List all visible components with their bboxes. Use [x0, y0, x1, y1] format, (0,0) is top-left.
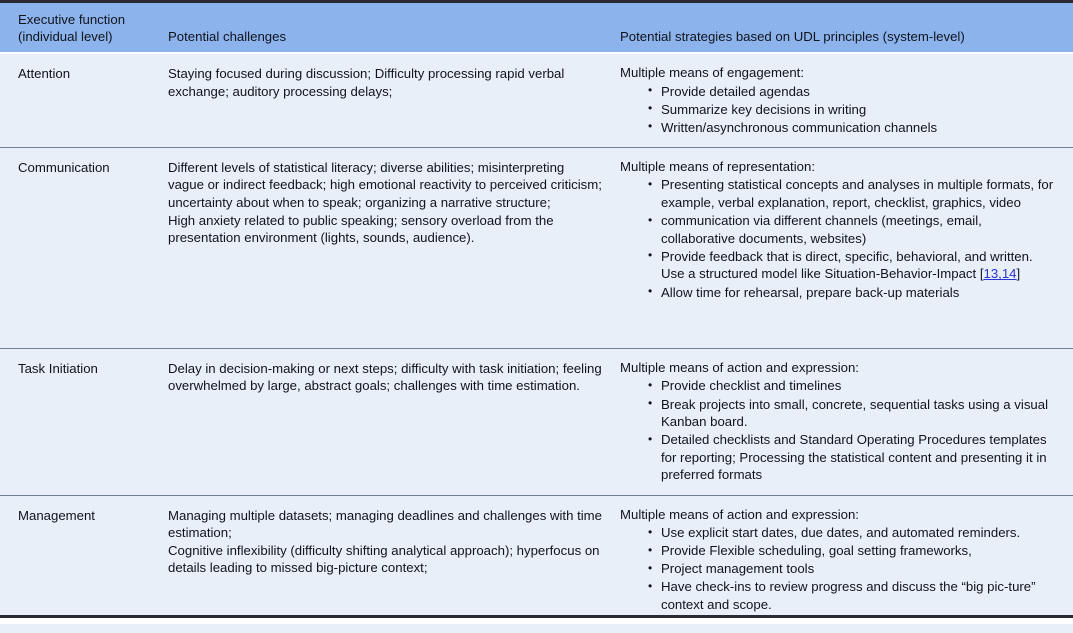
list-item: • Break projects into small, concrete, sequential tasks using a visual Kanban board.	[648, 396, 1059, 431]
row-challenges-text	[168, 496, 602, 587]
header-label-potential-strategies: Potential strategies based on UDL principles (system-level)	[620, 29, 965, 44]
row-function-label: Attention	[18, 66, 71, 81]
table-row	[0, 348, 1073, 495]
strategies-lead: Multiple means of engagement:	[620, 65, 805, 80]
list-item: • Project management tools	[648, 560, 1059, 578]
table-row	[0, 147, 1073, 348]
row-function-cell	[0, 496, 168, 535]
challenge-paragraph: Managing multiple datasets; managing deadlines and challenges with time estimation;	[168, 507, 602, 541]
page-margin	[0, 618, 1073, 624]
row-function-cell	[0, 148, 168, 187]
row-strategies-text	[620, 54, 1059, 147]
list-item: • Provide checklist and timelines	[648, 377, 1059, 395]
strategies-bullet-list	[620, 176, 1059, 301]
list-item: • Summarize key decisions in writing	[648, 101, 1059, 119]
row-challenges-text	[168, 54, 602, 110]
list-item: • Presenting statistical concepts and analyses in multiple formats, for example, verbal explanation, report, checklist, graphics, video	[648, 176, 1059, 211]
list-item: • Have check-ins to review progress and discuss the “big pic-ture” context and scope.	[648, 578, 1059, 613]
header-cell-potential-challenges	[168, 11, 620, 45]
header-cell-potential-strategies	[620, 11, 1073, 45]
row-function-cell	[0, 349, 168, 388]
list-item: • Allow time for rehearsal, prepare back-up materials	[648, 284, 1059, 302]
table-row	[0, 495, 1073, 633]
challenge-paragraph: Delay in decision-making or next steps; difficulty with task initiation; feeling overwhelmed by large, abstract goals; challenges with time estimation.	[168, 360, 602, 394]
row-challenges-text	[168, 349, 602, 405]
row-strategies-cell	[620, 349, 1073, 495]
row-strategies-cell	[620, 496, 1073, 625]
table-header-row	[0, 3, 1073, 54]
header-label-potential-challenges: Potential challenges	[168, 29, 287, 44]
row-challenges-cell	[168, 148, 620, 257]
row-challenges-text	[168, 148, 602, 257]
strategies-lead: Multiple means of action and expression:	[620, 359, 859, 375]
row-function-label: Task Initiation	[18, 360, 98, 376]
challenge-paragraph: Cognitive inflexibility (difficulty shifting analytical approach); hyperfocus on details leading to missed big-picture context;	[168, 542, 600, 576]
strategies-bullet-list	[620, 377, 1059, 484]
header-label-executive-function-line1: Executive function	[18, 12, 126, 27]
header-cell-executive-function	[0, 11, 168, 45]
row-function-label: Communication	[18, 159, 110, 175]
row-function-label: Management	[18, 507, 95, 523]
row-strategies-cell	[620, 54, 1073, 147]
strategies-lead: Multiple means of action and expression:	[620, 506, 859, 522]
strategies-bullet-list	[620, 83, 1059, 137]
row-function-cell	[0, 54, 168, 93]
list-item: • Provide Flexible scheduling, goal setting frameworks,	[648, 542, 1059, 560]
challenge-paragraph: Staying focused during discussion; Difficulty processing rapid verbal exchange; auditory processing delays;	[168, 66, 565, 99]
row-strategies-text	[620, 349, 1059, 495]
list-item-with-citation	[648, 248, 1059, 283]
citation-link[interactable]: 13,14	[983, 266, 1017, 282]
challenge-paragraph: Different levels of statistical literacy; diverse abilities; misinterpreting vague or indirect feedback; high emotional reactivity to perceived criticism; uncertainty about when to speak; organizing a narrative structure;	[168, 159, 602, 211]
strategies-bullet-list	[620, 524, 1059, 613]
row-strategies-text	[620, 148, 1059, 312]
row-strategies-cell	[620, 148, 1073, 312]
header-label-executive-function-line2: (individual level)	[18, 29, 113, 44]
row-challenges-cell	[168, 54, 620, 110]
challenge-paragraph: High anxiety related to public speaking; sensory overload from the presentation environment (lights, sounds, audience).	[168, 212, 554, 246]
row-challenges-cell	[168, 349, 620, 405]
list-item: • communication via different channels (meetings, email, collaborative documents, websites)	[648, 212, 1059, 247]
list-item: • Written/asynchronous communication channels	[648, 119, 1059, 137]
table-row	[0, 54, 1073, 147]
list-item: • Provide detailed agendas	[648, 83, 1059, 101]
row-challenges-cell	[168, 496, 620, 587]
citation-suffix-text: ]	[1016, 266, 1021, 282]
row-strategies-text	[620, 496, 1059, 625]
citation-prefix-text: Provide feedback that is direct, specific, behavioral, and written. Use a structured model like Situation-Behavior-Impact [	[661, 248, 1033, 282]
list-item: • Detailed checklists and Standard Operating Procedures templates for reporting; Processing the statistical content and presenting it in preferred formats	[648, 431, 1059, 484]
strategies-lead: Multiple means of representation:	[620, 158, 815, 174]
list-item: • Use explicit start dates, due dates, and automated reminders.	[648, 524, 1059, 542]
